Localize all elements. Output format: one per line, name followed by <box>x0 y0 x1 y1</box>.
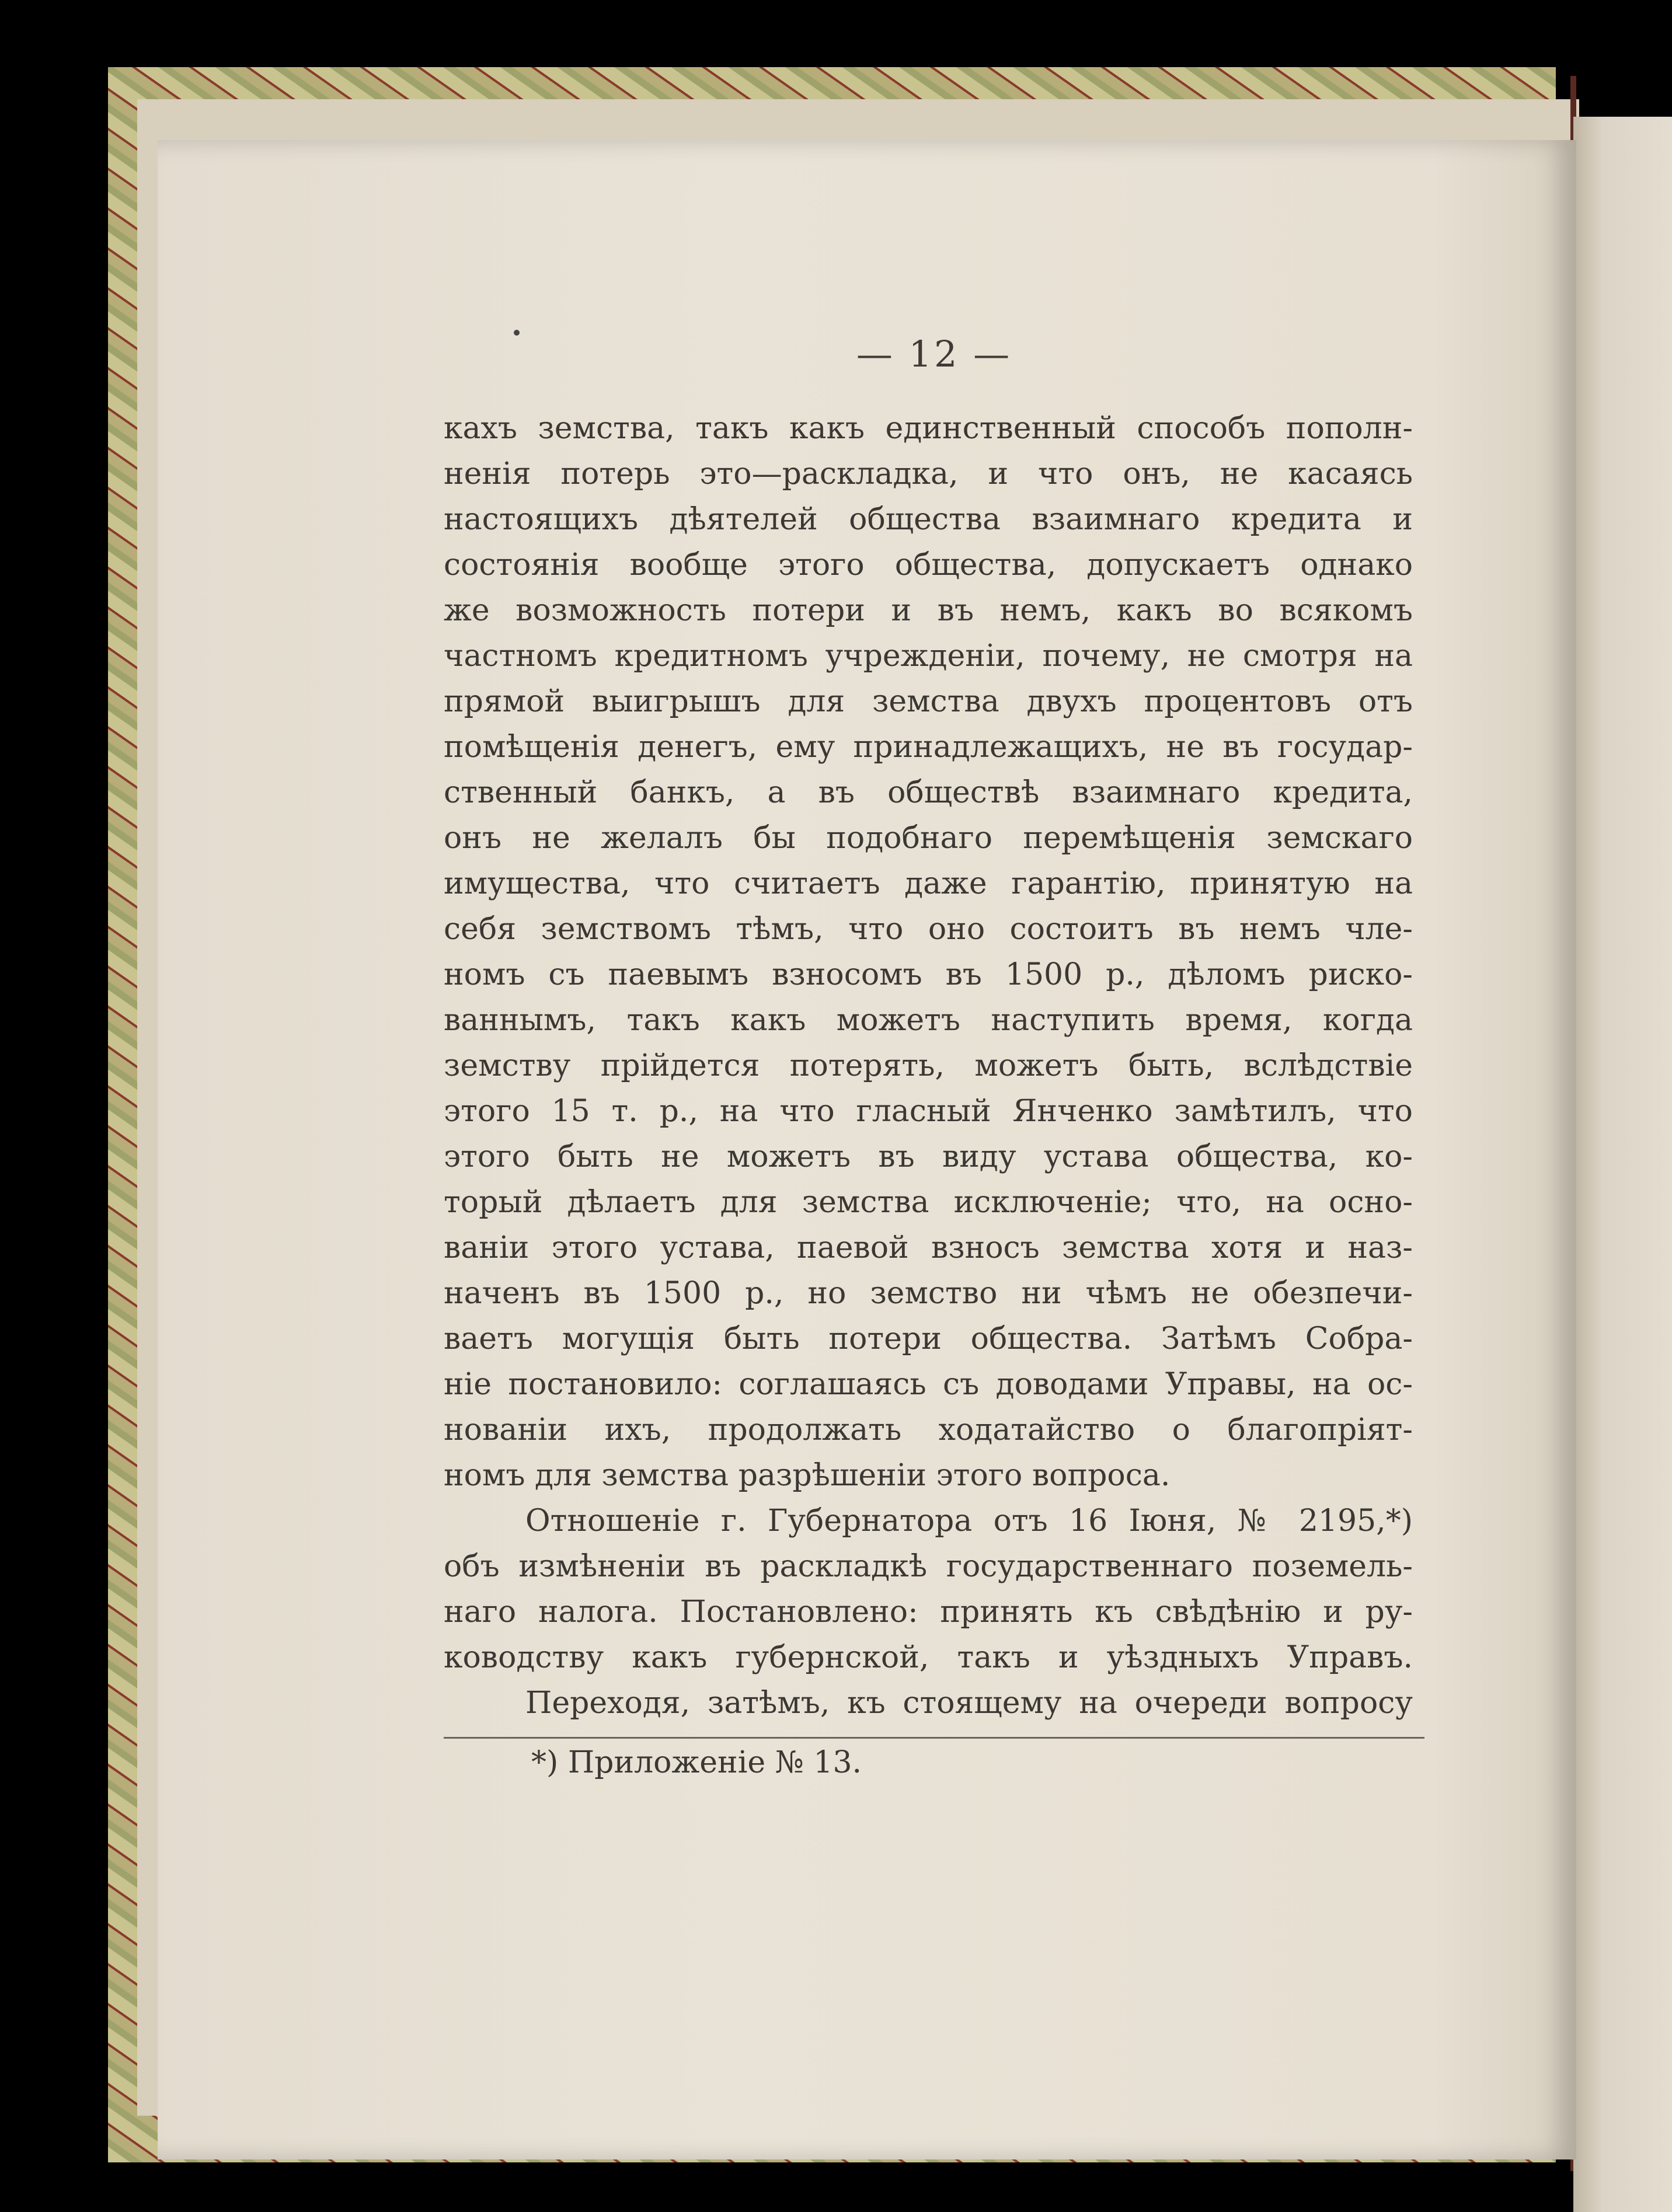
text-line: ніе постановило: соглашаясь съ доводами Управы, на ос- <box>444 1367 1413 1402</box>
text-line: номъ съ паевымъ взносомъ въ 1500 р., дѣломъ риско- <box>444 957 1413 992</box>
text-line: этого 15 т. р., на что гласный Янченко замѣтилъ, что <box>444 1094 1413 1129</box>
text-line: настоящихъ дѣятелей общества взаимнаго кредита и <box>444 502 1413 537</box>
text-line: онъ не желалъ бы подобнаго перемѣщенія земскаго <box>444 821 1413 856</box>
text-line: Переходя, затѣмъ, къ стоящему на очереди вопросу <box>525 1686 1413 1721</box>
footnote: *) Приложеніе № 13. <box>531 1745 862 1780</box>
text-line: ненія потерь это—раскладка, и что онъ, не касаясь <box>444 456 1413 491</box>
text-line: кахъ земства, такъ какъ единственный способъ пополн- <box>444 411 1413 446</box>
text-line: ственный банкъ, а въ обществѣ взаимнаго кредита, <box>444 775 1413 810</box>
text-line: помѣщенія денегъ, ему принадлежащихъ, не въ государ- <box>444 730 1413 765</box>
text-line: земству прійдется потерять, можетъ быть, вслѣдствіе <box>444 1048 1413 1083</box>
text-line: наченъ въ 1500 р., но земство ни чѣмъ не обезпечи- <box>444 1276 1413 1311</box>
text-line: себя земствомъ тѣмъ, что оно состоитъ въ немъ чле- <box>444 912 1413 947</box>
text-line: ваніи этого устава, паевой взносъ земства хотя и наз- <box>444 1230 1413 1265</box>
footnote-divider <box>444 1737 1424 1739</box>
ink-speck <box>514 330 520 336</box>
text-line: ваннымъ, такъ какъ можетъ наступить время, когда <box>444 1003 1413 1038</box>
text-line: нованіи ихъ, продолжать ходатайство о благопріят- <box>444 1412 1413 1447</box>
text-line: ководству какъ губернской, такъ и уѣздныхъ Управъ. <box>444 1640 1413 1675</box>
text-line: этого быть не можетъ въ виду устава общества, ко- <box>444 1139 1413 1174</box>
text-line: прямой выигрышъ для земства двухъ процентовъ отъ <box>444 684 1413 719</box>
text-line: имущества, что считаетъ даже гарантію, принятую на <box>444 866 1413 901</box>
text-line: же возможность потери и въ немъ, какъ во всякомъ <box>444 593 1413 628</box>
text-line: состоянія вообще этого общества, допускаетъ однако <box>444 547 1413 582</box>
text-line: объ измѣненіи въ раскладкѣ государственнаго поземель- <box>444 1549 1413 1584</box>
text-line: Отношеніе г. Губернатора отъ 16 Іюня, № 2195,*) <box>525 1503 1413 1538</box>
text-line: номъ для земства разрѣшеніи этого вопроса. <box>444 1458 1171 1493</box>
text-line: частномъ кредитномъ учрежденіи, почему, не смотря на <box>444 639 1413 674</box>
text-line: наго налога. Постановлено: принять къ свѣдѣнію и ру- <box>444 1595 1413 1630</box>
page-number: — 12 — <box>856 333 1012 375</box>
body-text <box>444 406 1413 1726</box>
text-line: ваетъ могущія быть потери общества. Затѣмъ Собра- <box>444 1321 1413 1356</box>
text-line: торый дѣлаетъ для земства исключеніе; что, на осно- <box>444 1185 1413 1220</box>
facing-page-edge <box>1573 117 1672 2212</box>
